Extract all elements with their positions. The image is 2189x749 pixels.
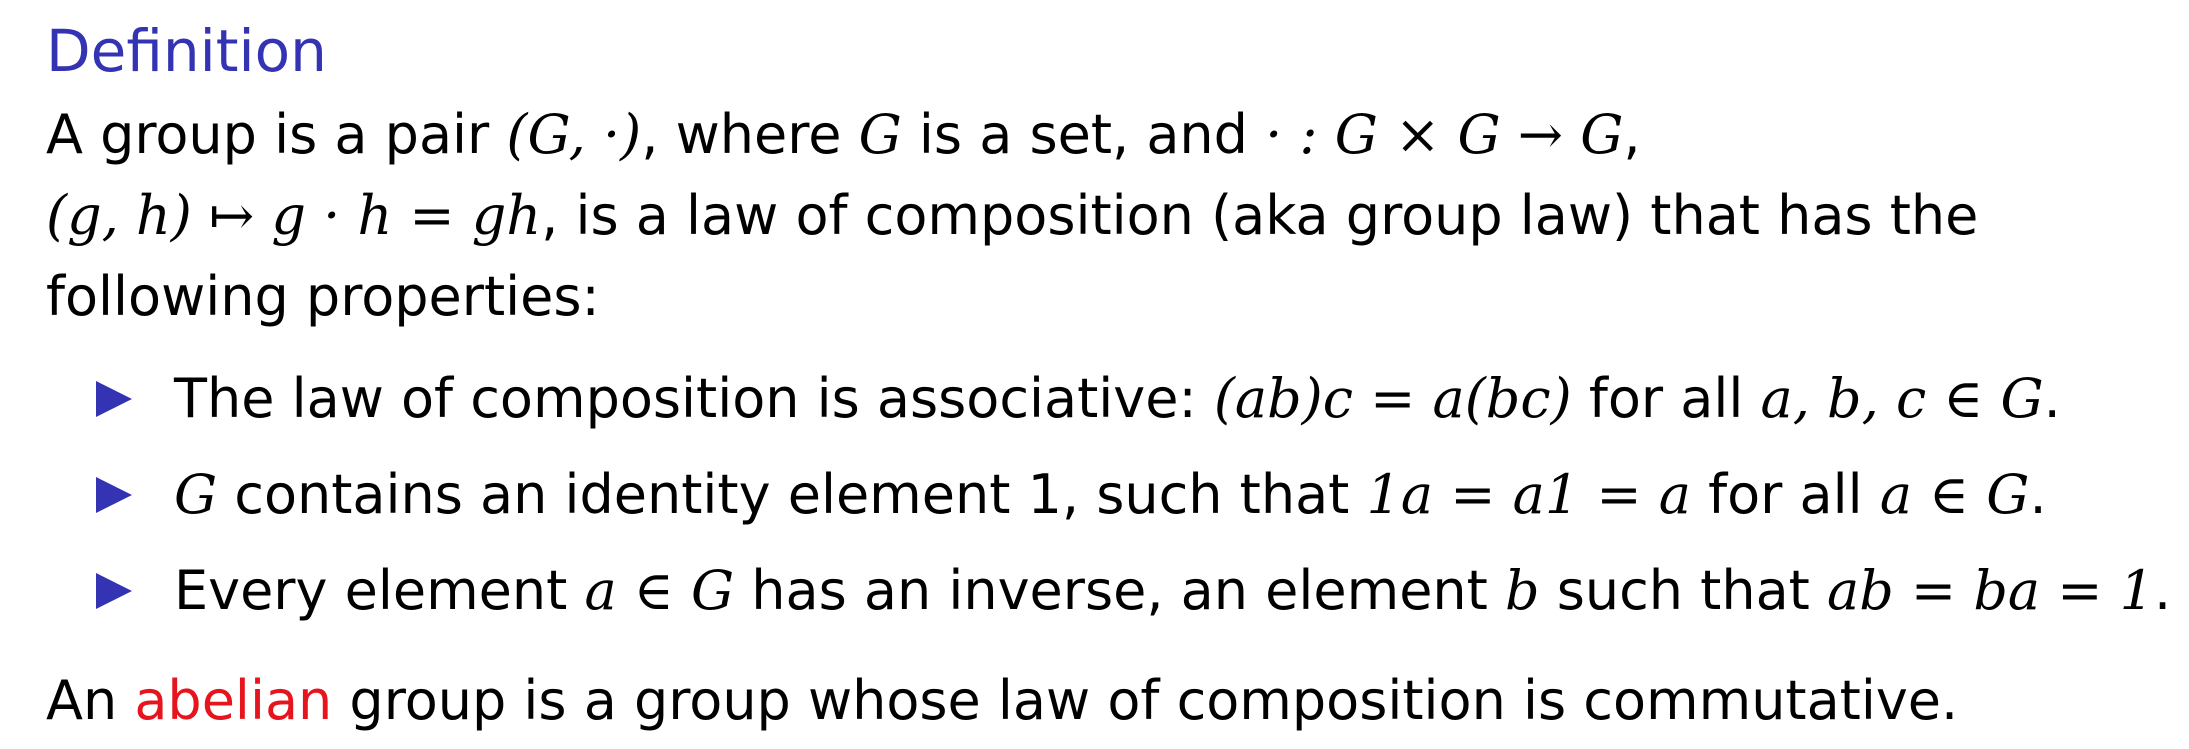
math-expression: (G, ·): [506, 103, 642, 166]
triangle-bullet-icon: [96, 573, 132, 609]
text-segment: A group is a pair: [46, 103, 507, 166]
text-segment: has an inverse, an element: [734, 559, 1505, 622]
text-segment: .: [2029, 463, 2047, 526]
text-segment: , where: [641, 103, 859, 166]
math-expression: b: [1504, 559, 1540, 622]
definition-line-3: [46, 256, 2166, 337]
text-segment: for all: [1690, 463, 1880, 526]
list-item: [46, 447, 2166, 543]
text-segment: The law of composition is associative:: [174, 367, 1214, 430]
definition-line-2: [46, 175, 2166, 256]
math-expression: (g, h) ↦ g · h = gh: [46, 184, 542, 247]
math-expression: · : G × G → G: [1265, 103, 1624, 166]
triangle-bullet-icon: [96, 477, 132, 513]
abelian-definition: [46, 653, 2166, 749]
text-segment: such that: [1539, 559, 1827, 622]
highlighted-term: abelian: [134, 669, 333, 732]
text-segment: group is a group whose law of composition is commutative.: [332, 669, 1959, 732]
block-title: Definition: [46, 17, 327, 85]
list-item: [46, 351, 2166, 447]
math-expression: (ab)c = a(bc): [1213, 367, 1572, 430]
definition-line-1: [46, 94, 2166, 175]
text-segment: An: [46, 669, 135, 732]
definition-text: [46, 94, 2166, 337]
text-segment: contains an identity element 1, such that: [217, 463, 1367, 526]
list-item: [46, 543, 2172, 639]
text-segment: , is a law of composition (aka group law) that has the: [541, 184, 1979, 247]
math-expression: a ∈ G: [1879, 463, 2030, 526]
math-expression: 1a = a1 = a: [1366, 463, 1691, 526]
math-expression: a, b, c ∈ G: [1760, 367, 2044, 430]
text-segment: Every element: [174, 559, 585, 622]
text-segment: ,: [1623, 103, 1641, 166]
property-list: [46, 351, 2172, 639]
math-expression: G: [174, 463, 218, 526]
definition-block: [46, 8, 2172, 749]
math-expression: a ∈ G: [584, 559, 735, 622]
text-segment: following properties:: [46, 265, 600, 328]
text-segment: for all: [1571, 367, 1761, 430]
math-expression: G: [858, 103, 902, 166]
math-expression: ab = ba = 1: [1827, 559, 2155, 622]
text-segment: is a set, and: [901, 103, 1266, 166]
triangle-bullet-icon: [96, 381, 132, 417]
text-segment: .: [2043, 367, 2061, 430]
text-segment: .: [2154, 559, 2172, 622]
